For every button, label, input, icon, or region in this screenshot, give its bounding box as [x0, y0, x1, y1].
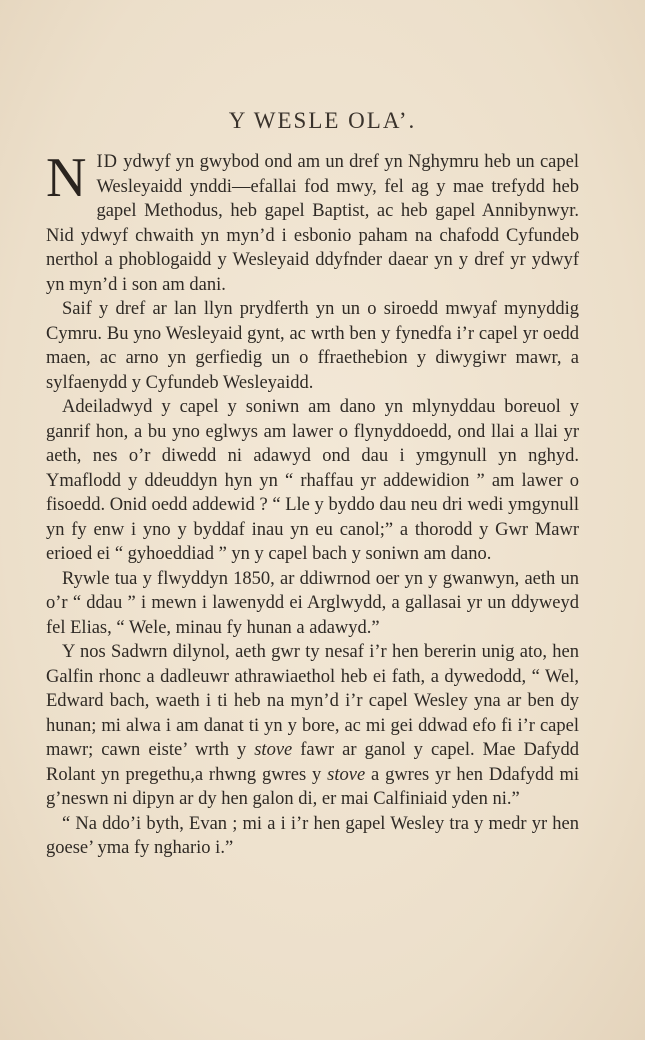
paragraph-5-part-a: Y nos Sadwrn dilynol, aeth gwr ty nesaf i’r hen bererin unig ato, hen Galfin rhonc a dadleuwr athrawiaethol heb ei fath, a dywedodd, “ Wel, Edward bach, waeth i ti heb na myn’d i’r capel Wesley yna ar ben dy hunan; mi alwa i am danat ti yn y bore, ac mi gei ddwad efo fi i’r capel mawr; cawn eiste’ wrth y	[46, 642, 579, 760]
paragraph-5-part-b: fawr ar ganol y capel. Mae Dafydd Rolant yn pregethu,a rhwng gwres y	[46, 740, 579, 785]
body-text	[46, 147, 580, 861]
paragraph-4: Rywle tua y flwyddyn 1850, ar ddiwrnod oer yn y gwanwyn, aeth un o’r “ ddau ” i mewn i lawenydd ei Arglwydd, a gallasai yr un ddyweyd fel Elias, “ Wele, minau fy hunan a adawyd.”	[46, 568, 579, 638]
paragraph-1	[46, 147, 579, 297]
paragraph-5	[46, 640, 579, 812]
paragraph-2: Saif y dref ar lan llyn prydferth yn un o siroedd mwyaf mynyddig Cymru. Bu yno Wesleyaid gynt, ac wrth ben y fynedfa i’r capel yr oedd maen, ac arno yn gerfiedig un o ffraethebion y diwygiwr mawr, a sylfaenydd y Cyfundeb Wesleyaidd.	[46, 299, 579, 393]
lead-word: ID	[96, 152, 118, 172]
paragraph-6: “ Na ddo’i byth, Evan ; mi a i i’r hen gapel Wesley tra y medr yr hen goese’ yma fy nghario i.”	[46, 813, 579, 858]
paragraph-1-text: ydwyf yn gwybod ond am un dref yn Nghymru heb un capel Wesleyaidd ynddi—efallai fod mwy, fel ag y mae trefydd heb gapel Methodus, heb gapel Baptist, ac heb gapel Annibynwyr. Nid ydwyf chwaith yn myn’d i esbonio paham na chafodd Cyfundeb nerthol a phoblogaidd y Wesleyaid ddyfnder daear yn y dref yr ydwyf yn myn’d i son am dani.	[46, 152, 579, 295]
drop-cap: N	[46, 147, 87, 209]
chapter-title: Y WESLE OLA’.	[228, 108, 417, 133]
paragraph-3: Adeiladwyd y capel y soniwn am dano yn mlynyddau boreuol y ganrif hon, a bu yno eglwys am lawer o flynyddoedd, ond llai a llai yr aeth, nes o’r diwedd ni adawyd ond dau i ymgynull yn nghyd. Ymaflodd y ddeuddyn hyn yn “ rhaffau yr addewidion ” am lawer o fisoedd. Onid oedd addewid ? “ Lle y byddo dau neu dri wedi ymgynull yn fy enw i yno y byddaf inau yn eu canol;” a thorodd y Gwr Mawr erioed ei “ gyhoeddiad ” yn y capel bach y soniwn am dano.	[46, 397, 579, 564]
italic-stove-1: stove	[254, 740, 293, 760]
paragraph-5-part-c: a gwres yr hen Ddafydd mi g’neswn ni dipyn ar dy hen galon di, er mai Calfiniaid yden ni.”	[46, 764, 580, 809]
italic-stove-2: stove	[327, 764, 366, 785]
